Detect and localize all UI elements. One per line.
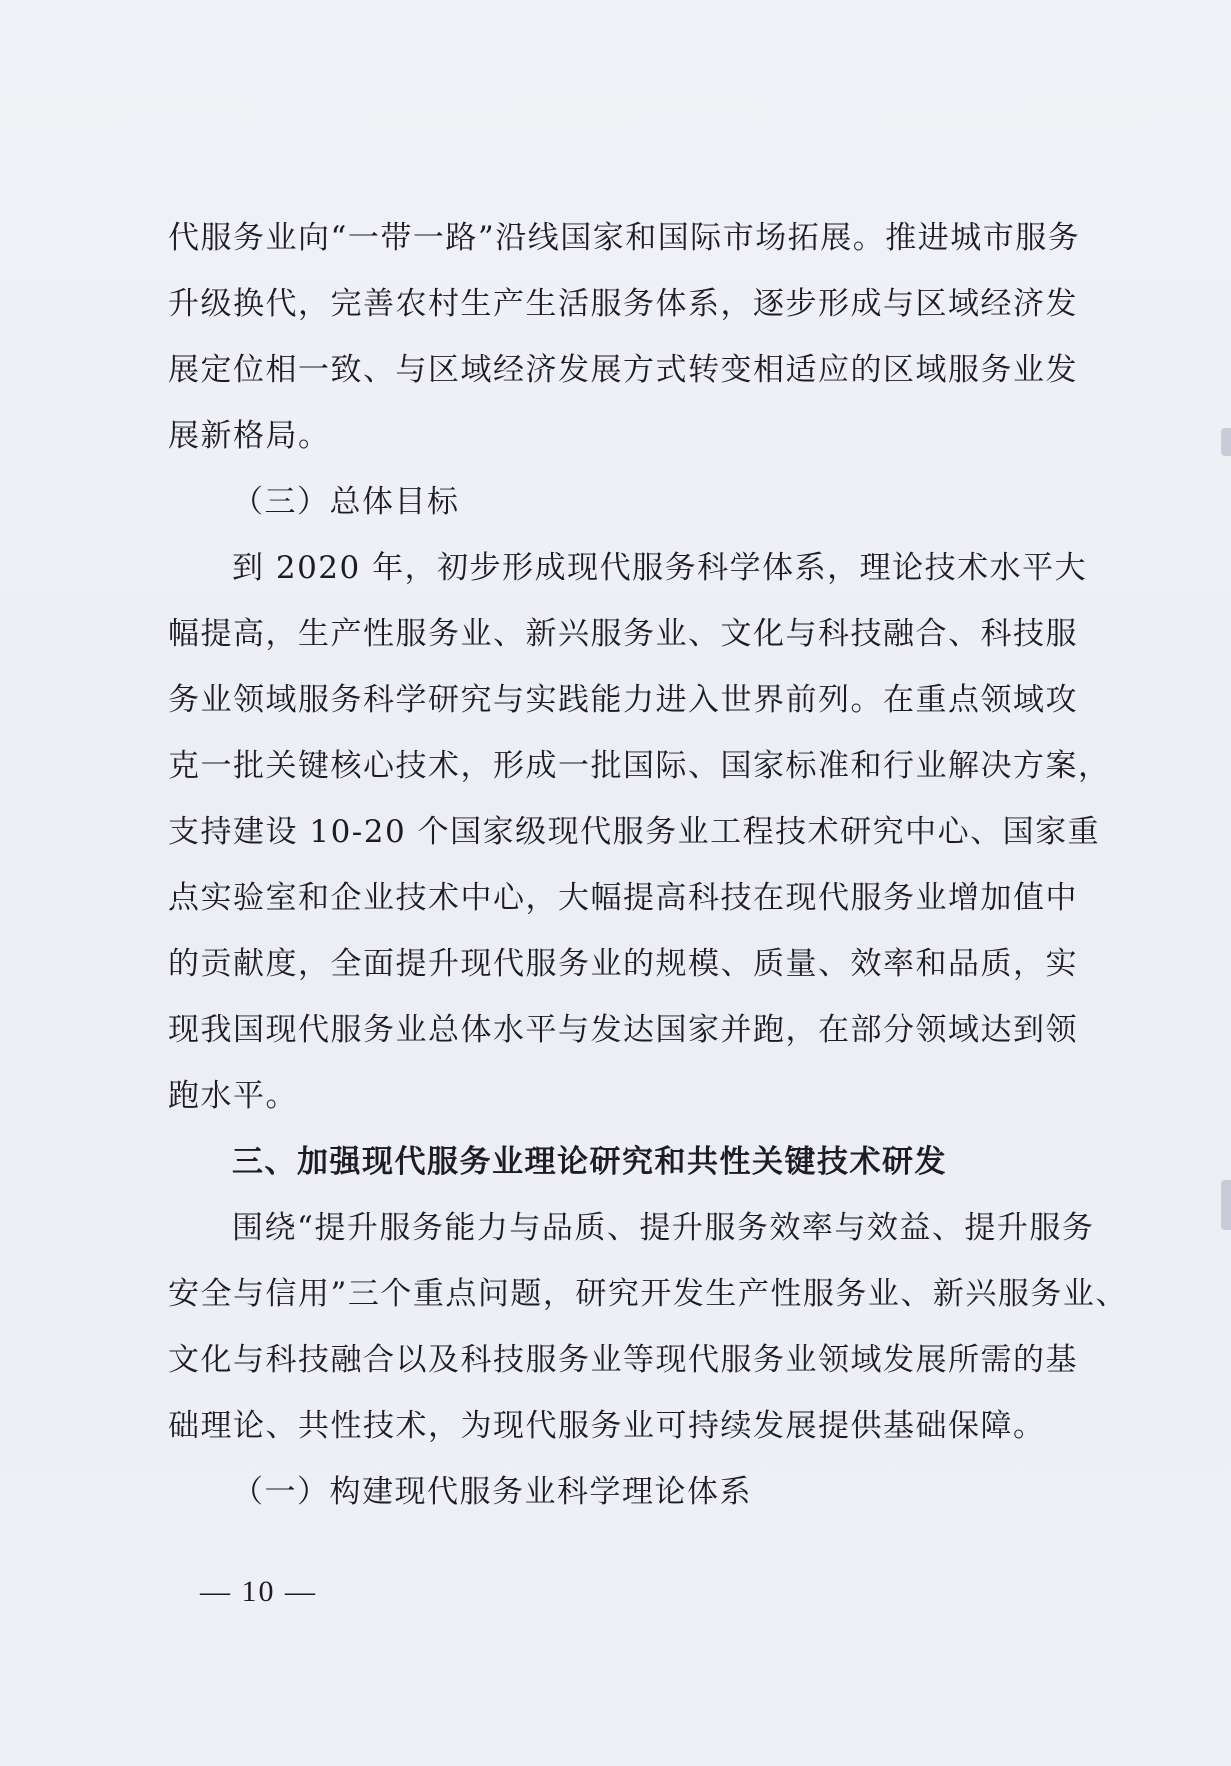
text-line: 支持建设 10-20 个国家级现代服务业工程技术研究中心、国家重 — [168, 814, 1101, 850]
text-line: 展新格局。 — [168, 418, 331, 454]
section-heading — [168, 1129, 1068, 1195]
text-line: 点实验室和企业技术中心，大幅提高科技在现代服务业增加值中 — [168, 880, 1078, 916]
document-body — [168, 205, 1128, 1525]
scan-edge-mark — [1221, 1180, 1231, 1230]
text-line: 础理论、共性技术，为现代服务业可持续发展提供基础保障。 — [168, 1408, 1046, 1444]
text-line: 文化与科技融合以及科技服务业等现代服务业领域发展所需的基 — [168, 1342, 1078, 1378]
page-number: — 10 — — [200, 1575, 317, 1608]
text-line: 升级换代，完善农村生产生活服务体系，逐步形成与区域经济发 — [168, 286, 1078, 322]
heading-text: 三、加强现代服务业理论研究和共性关键技术研发 — [232, 1144, 947, 1180]
text-line: 现我国现代服务业总体水平与发达国家并跑，在部分领域达到领 — [168, 1012, 1078, 1048]
paragraph — [168, 1195, 1128, 1459]
text-line: 安全与信用”三个重点问题，研究开发生产性服务业、新兴服务业、 — [168, 1276, 1128, 1312]
text-line: 代服务业向“一带一路”沿线国家和国际市场拓展。推进城市服务 — [168, 220, 1081, 256]
text-line: 的贡献度，全面提升现代服务业的规模、质量、效率和品质，实 — [168, 946, 1078, 982]
section-subheading — [168, 1459, 1068, 1525]
paragraph — [168, 205, 1081, 469]
text-line: 跑水平。 — [168, 1078, 298, 1114]
text-line: 务业领域服务科学研究与实践能力进入世界前列。在重点领域攻 — [168, 682, 1078, 718]
subheading-text: （三）总体目标 — [232, 484, 460, 520]
text-line: 到 2020 年，初步形成现代服务科学体系，理论技术水平大 — [232, 550, 1088, 586]
text-line: 围绕“提升服务能力与品质、提升服务效率与效益、提升服务 — [232, 1210, 1095, 1246]
section-subheading — [168, 469, 1068, 535]
subheading-text: （一）构建现代服务业科学理论体系 — [232, 1474, 752, 1510]
text-line: 展定位相一致、与区域经济发展方式转变相适应的区域服务业发 — [168, 352, 1078, 388]
paragraph — [168, 535, 1111, 1129]
scan-edge-mark — [1221, 428, 1231, 456]
text-line: 幅提高，生产性服务业、新兴服务业、文化与科技融合、科技服 — [168, 616, 1078, 652]
text-line: 克一批关键核心技术，形成一批国际、国家标准和行业解决方案， — [168, 748, 1111, 784]
